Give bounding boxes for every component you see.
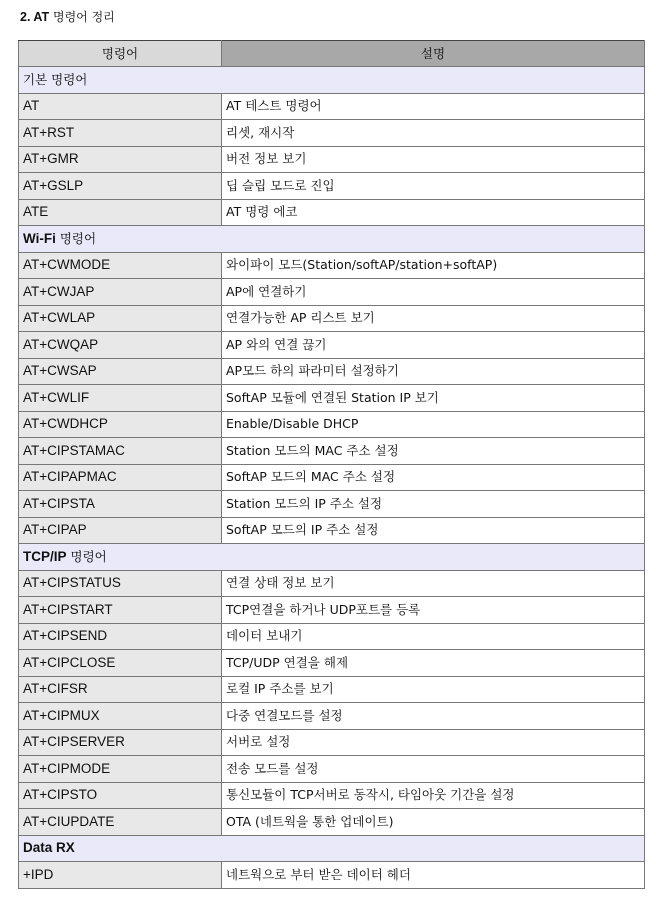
- command-cell: AT+GMR: [19, 146, 222, 173]
- table-row: [19, 358, 645, 385]
- table-row: [19, 385, 645, 412]
- command-cell: AT+CIPAPMAC: [19, 464, 222, 491]
- table-row: [19, 623, 645, 650]
- table-row: [19, 756, 645, 783]
- table-row: [19, 332, 645, 359]
- description-cell: Station 모드의 IP 주소 설정: [222, 491, 645, 518]
- description-cell: 데이터 보내기: [222, 623, 645, 650]
- section-title-bold: Data RX: [23, 840, 75, 856]
- command-cell: AT+CWQAP: [19, 332, 222, 359]
- command-cell: AT+CIUPDATE: [19, 809, 222, 836]
- command-cell: +IPD: [19, 862, 222, 889]
- table-row: [19, 491, 645, 518]
- description-cell: OTA (네트웍을 통한 업데이트): [222, 809, 645, 836]
- description-cell: SoftAP 모듈에 연결된 Station IP 보기: [222, 385, 645, 412]
- description-cell: 서버로 설정: [222, 729, 645, 756]
- table-row: [19, 570, 645, 597]
- description-cell: AT 명령 에코: [222, 199, 645, 226]
- command-cell: AT+RST: [19, 120, 222, 147]
- description-cell: 딥 슬립 모드로 진입: [222, 173, 645, 200]
- section-title-bold: TCP/IP: [23, 548, 67, 564]
- command-cell: AT+GSLP: [19, 173, 222, 200]
- description-cell: AT 테스트 명령어: [222, 93, 645, 120]
- command-cell: AT+CIPSTO: [19, 782, 222, 809]
- description-cell: SoftAP 모드의 MAC 주소 설정: [222, 464, 645, 491]
- description-cell: 버전 정보 보기: [222, 146, 645, 173]
- section-title-text: 명령어: [59, 230, 97, 246]
- table-row: [19, 199, 645, 226]
- section-row: [19, 226, 645, 253]
- command-cell: AT+CIPMUX: [19, 703, 222, 730]
- section-title-text: 기본 명령어: [23, 71, 88, 87]
- description-cell: 리셋, 재시작: [222, 120, 645, 147]
- description-cell: 와이파이 모드(Station/softAP/station+softAP): [222, 252, 645, 279]
- table-row: [19, 650, 645, 677]
- command-cell: AT+CIPSTATUS: [19, 570, 222, 597]
- description-cell: Station 모드의 MAC 주소 설정: [222, 438, 645, 465]
- command-cell: AT+CIPSTA: [19, 491, 222, 518]
- description-cell: AP에 연결하기: [222, 279, 645, 306]
- table-row: [19, 517, 645, 544]
- table-row: [19, 252, 645, 279]
- table-row: [19, 438, 645, 465]
- table-row: [19, 146, 645, 173]
- command-cell: ATE: [19, 199, 222, 226]
- description-cell: AP 와의 연결 끊기: [222, 332, 645, 359]
- section-title-bold: Wi-Fi: [23, 230, 56, 246]
- description-cell: TCP연결을 하거나 UDP포트를 등록: [222, 597, 645, 624]
- command-cell: AT+CIPSERVER: [19, 729, 222, 756]
- table-row: [19, 305, 645, 332]
- table-header: [19, 41, 645, 67]
- command-cell: AT+CWDHCP: [19, 411, 222, 438]
- description-cell: 통신모듈이 TCP서버로 동작시, 타임아웃 기간을 설정: [222, 782, 645, 809]
- command-cell: AT+CIPSTAMAC: [19, 438, 222, 465]
- command-cell: AT+CIPSEND: [19, 623, 222, 650]
- table-row: [19, 120, 645, 147]
- table-row: [19, 597, 645, 624]
- description-cell: SoftAP 모드의 IP 주소 설정: [222, 517, 645, 544]
- table-row: [19, 782, 645, 809]
- table-row: [19, 703, 645, 730]
- description-cell: 연결 상태 정보 보기: [222, 570, 645, 597]
- table-row: [19, 173, 645, 200]
- section-row: [19, 835, 645, 862]
- command-cell: AT: [19, 93, 222, 120]
- table-row: [19, 676, 645, 703]
- command-cell: AT+CWLAP: [19, 305, 222, 332]
- header-description: 설명: [222, 41, 645, 67]
- description-cell: 전송 모드를 설정: [222, 756, 645, 783]
- section-title: [19, 67, 645, 94]
- description-cell: 네트웍으로 부터 받은 데이터 헤더: [222, 862, 645, 889]
- command-cell: AT+CWSAP: [19, 358, 222, 385]
- section-row: [19, 67, 645, 94]
- table-row: [19, 93, 645, 120]
- description-cell: 로컬 IP 주소를 보기: [222, 676, 645, 703]
- section-title: [19, 835, 645, 862]
- command-cell: AT+CIFSR: [19, 676, 222, 703]
- section-title: [19, 226, 645, 253]
- command-cell: AT+CWMODE: [19, 252, 222, 279]
- table-row: [19, 411, 645, 438]
- table-row: [19, 729, 645, 756]
- description-cell: AP모드 하의 파라미터 설정하기: [222, 358, 645, 385]
- title-number: 2. AT: [20, 10, 50, 24]
- page-title: [20, 9, 115, 25]
- header-command: 명령어: [19, 41, 222, 67]
- table-row: [19, 279, 645, 306]
- title-text: 명령어 정리: [53, 10, 115, 24]
- section-row: [19, 544, 645, 571]
- description-cell: Enable/Disable DHCP: [222, 411, 645, 438]
- description-cell: 연결가능한 AP 리스트 보기: [222, 305, 645, 332]
- description-cell: TCP/UDP 연결을 해제: [222, 650, 645, 677]
- header-row: [19, 41, 645, 67]
- table-row: [19, 862, 645, 889]
- command-cell: AT+CIPSTART: [19, 597, 222, 624]
- table-body: [19, 67, 645, 889]
- command-cell: AT+CWJAP: [19, 279, 222, 306]
- section-title-text: 명령어: [70, 548, 107, 564]
- description-cell: 다중 연결모드를 설정: [222, 703, 645, 730]
- command-cell: AT+CIPCLOSE: [19, 650, 222, 677]
- at-command-table: [18, 40, 645, 889]
- command-cell: AT+CWLIF: [19, 385, 222, 412]
- command-cell: AT+CIPAP: [19, 517, 222, 544]
- table-row: [19, 809, 645, 836]
- table-row: [19, 464, 645, 491]
- command-cell: AT+CIPMODE: [19, 756, 222, 783]
- section-title: [19, 544, 645, 571]
